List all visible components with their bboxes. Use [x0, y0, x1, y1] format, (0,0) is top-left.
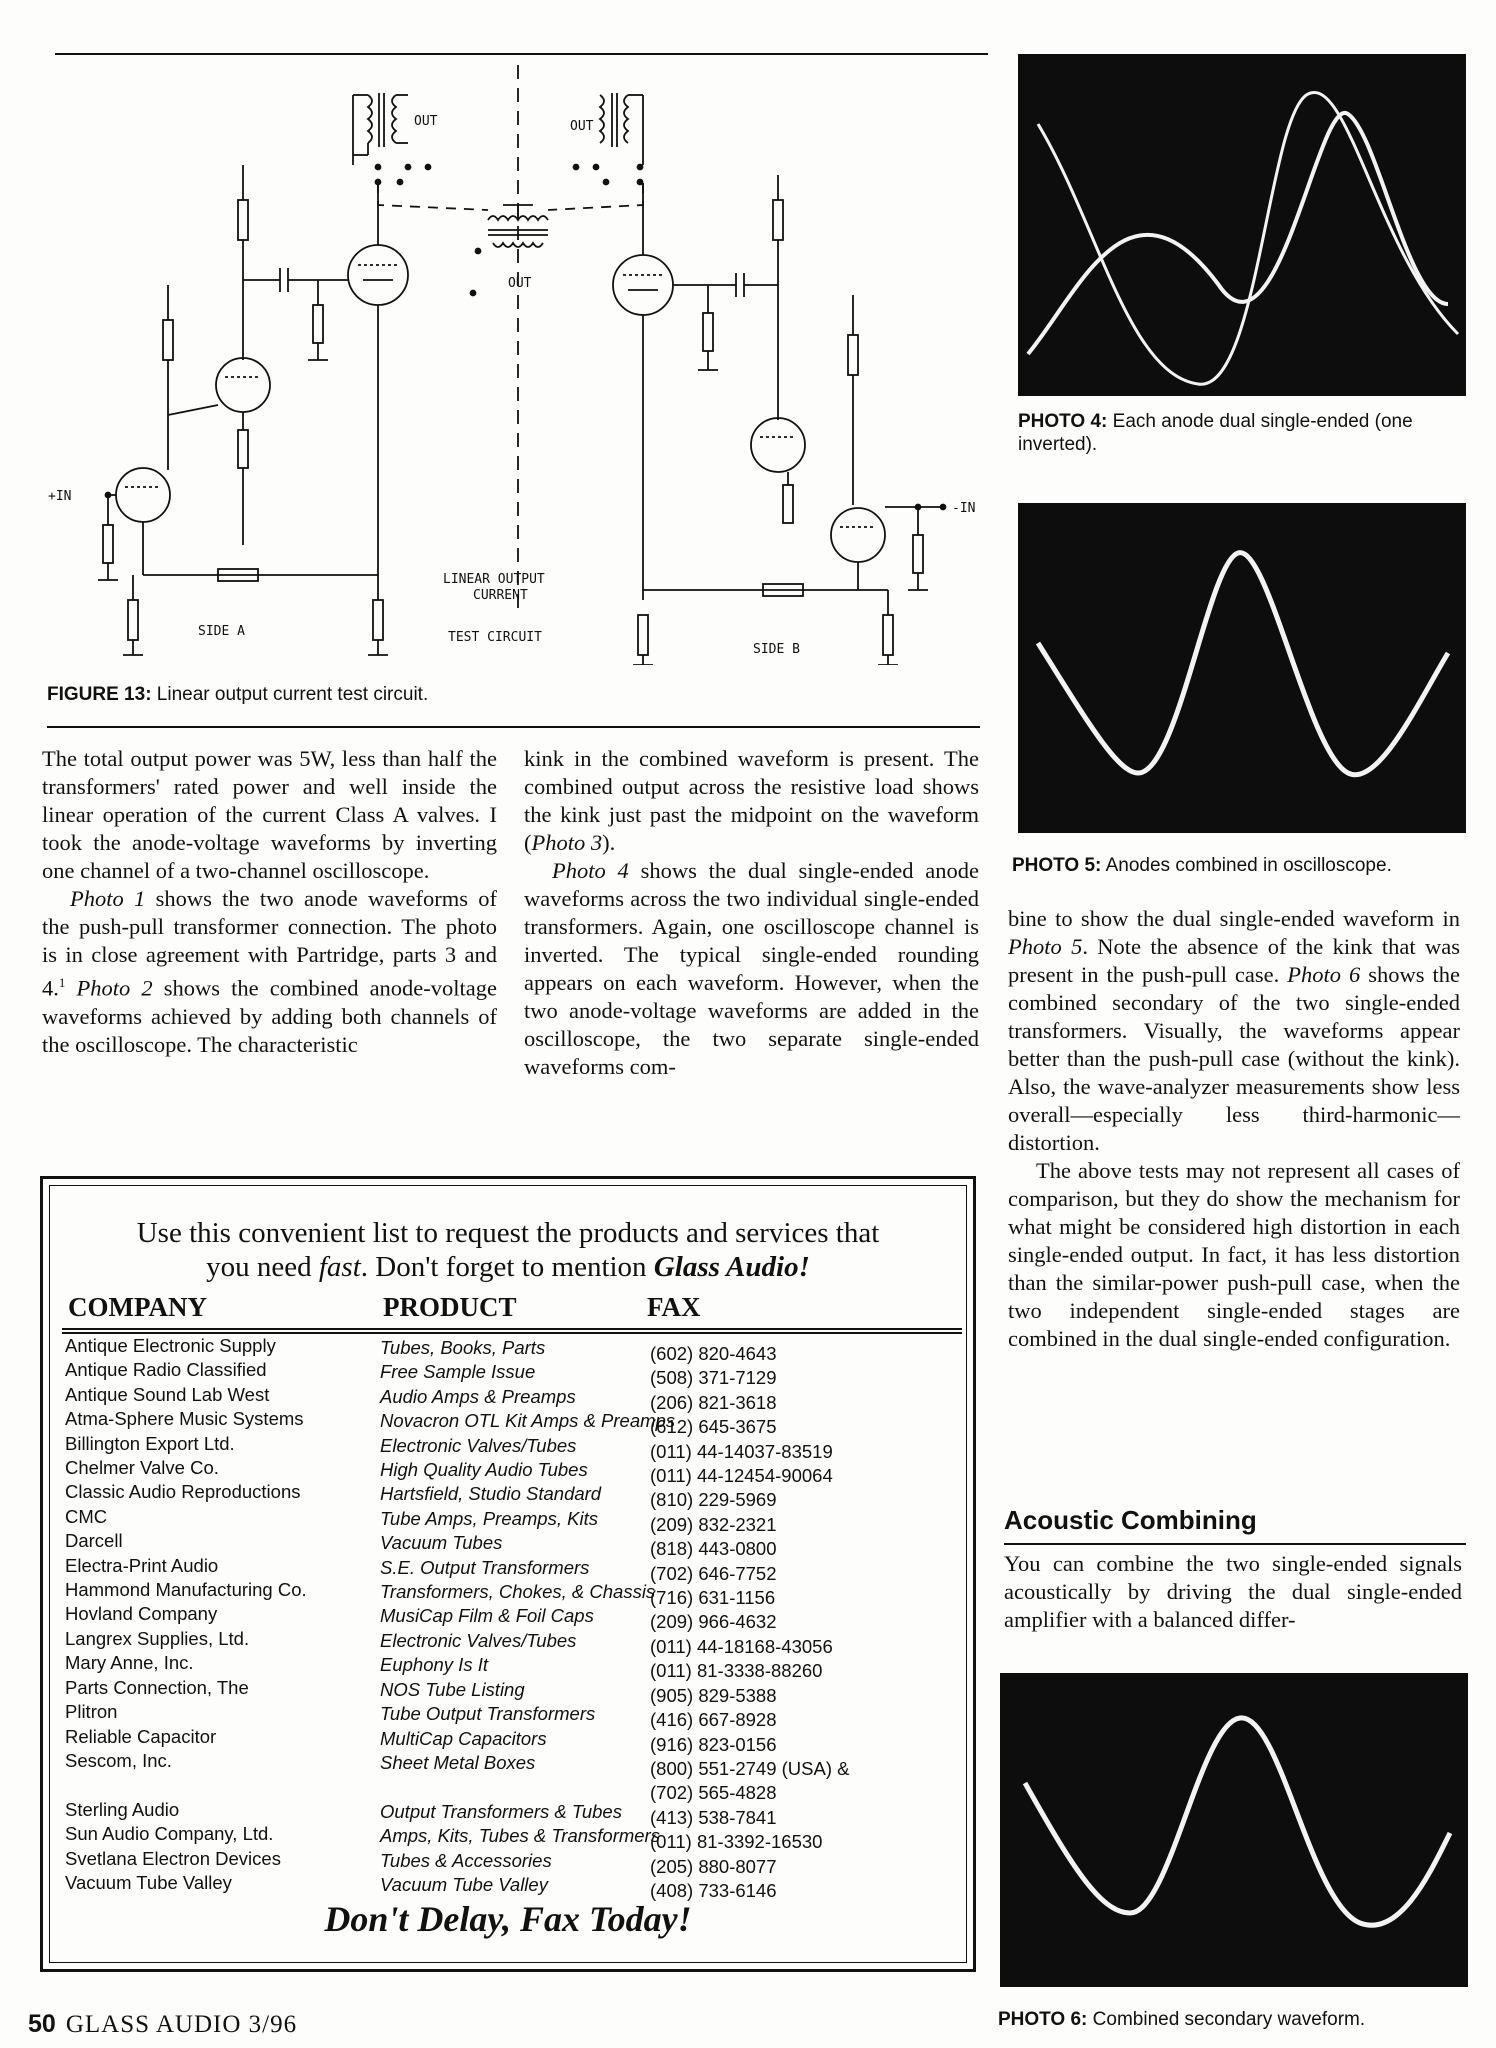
footnote-ref: 1	[58, 975, 66, 990]
center-label-line2: CURRENT	[473, 588, 528, 603]
product-name: Tubes, Books, Parts	[380, 1337, 546, 1358]
fax-number: (916) 823-0156	[650, 1733, 777, 1755]
col1-para2	[42, 885, 497, 1059]
product-name: Vacuum Tube Valley	[380, 1873, 548, 1895]
product-name: Tube Amps, Preamps, Kits	[380, 1507, 598, 1529]
company-name: Hammond Manufacturing Co.	[65, 1579, 307, 1601]
center-output-transformer	[471, 205, 549, 296]
col2-text-a: kink in the combined waveform is present. The combined output across the resistive load shows the kink just past the midpoint on the waveform (	[524, 746, 979, 855]
company-name: Reliable Capacitor	[65, 1725, 217, 1747]
ad-header-fax: FAX	[647, 1292, 701, 1322]
company-name: Sterling Audio	[65, 1798, 180, 1820]
photo2-ref: Photo 2	[76, 975, 153, 1001]
section-heading-rule	[1004, 1543, 1466, 1545]
figure-caption-label: FIGURE 13:	[47, 684, 152, 705]
ad-intro-2a: you need	[206, 1251, 319, 1283]
photo4-ref: Photo 4	[552, 858, 629, 883]
company-name: Atma-Sphere Music Systems	[65, 1408, 304, 1430]
photo1-ref: Photo 1	[70, 886, 146, 911]
product-name: Hartsfield, Studio Standard	[380, 1483, 602, 1505]
company-name: Hovland Company	[65, 1603, 218, 1625]
side-a-label: SIDE A	[198, 624, 245, 639]
fax-number: (702) 646-7752	[650, 1562, 777, 1584]
ad-header-product: PRODUCT	[383, 1292, 517, 1322]
photo3-ref: Photo 3	[531, 830, 603, 855]
company-name: Langrex Supplies, Ltd.	[65, 1627, 250, 1649]
company-name: Vacuum Tube Valley	[65, 1871, 232, 1893]
ad-intro-line2	[50, 1250, 966, 1284]
company-name: Antique Electronic Supply	[65, 1335, 276, 1356]
right-power-tube	[613, 183, 673, 600]
article-column-3	[1008, 905, 1460, 1353]
company-name: Antique Sound Lab West	[65, 1383, 270, 1405]
fax-number: (905) 829-5388	[650, 1684, 777, 1706]
col3-text-a: bine to show the dual single-ended waveform in	[1008, 906, 1460, 931]
col1-text-b: shows the combined anode-voltage waveforms achieved by adding both channels of the oscilloscope. The characteristic	[42, 975, 498, 1057]
company-name: Classic Audio Reproductions	[65, 1481, 301, 1503]
fax-number: (716) 631-1156	[650, 1587, 776, 1609]
fax-number: (612) 645-3675	[650, 1416, 777, 1438]
fax-number: (416) 667-8928	[650, 1709, 777, 1731]
page-number: 50	[28, 2010, 56, 2038]
company-name: Sun Audio Company, Ltd.	[65, 1823, 274, 1845]
ad-intro-line1: Use this convenient list to request the products and services that	[136, 1217, 880, 1249]
article-column-3-end	[1004, 1550, 1462, 1634]
figure-caption-text: Linear output current test circuit.	[151, 684, 429, 705]
col2-text-c: shows the dual single-ended anode waveforms across the two individual single-ended transformers. Again, one oscilloscope channel is inverted. The typical single-ended rounding appears on each waveform. However, when the two anode-voltage waveforms are added in the oscilloscope, the two separate single-ended waveforms com-	[524, 858, 980, 1079]
ad-intro-2d: Glass Audio!	[653, 1251, 810, 1283]
out-right-label: OUT	[570, 119, 594, 134]
fax-number: (011) 81-3392-16530	[650, 1831, 823, 1853]
company-name: Svetlana Electron Devices	[65, 1847, 281, 1869]
fax-number: (011) 44-12454-90064	[650, 1465, 833, 1487]
fax-number: (011) 81-3338-88260	[650, 1660, 823, 1682]
left-output-transformer	[353, 93, 438, 185]
company-name	[65, 1773, 307, 1797]
article-column-1	[42, 745, 497, 1059]
figure-bottom-rule	[47, 726, 980, 728]
out-center-label: OUT	[508, 276, 532, 291]
photo5-ref: Photo 5	[1008, 934, 1083, 959]
col2-para1	[524, 745, 979, 857]
ad-intro-2b: fast	[318, 1251, 361, 1283]
product-name: High Quality Audio Tubes	[380, 1459, 588, 1481]
photo-6-caption	[998, 2008, 1365, 2031]
fax-number: (800) 551-2749 (USA) &	[650, 1757, 850, 1779]
fax-number: (408) 733-6146	[650, 1879, 777, 1901]
product-name: Novacron OTL Kit Amps & Preamps	[380, 1410, 676, 1432]
product-name: Tube Output Transformers	[380, 1703, 596, 1725]
ad-closing: Don't Delay, Fax Today!	[324, 1899, 692, 1939]
col2-text-b: ).	[602, 830, 616, 855]
photo-5-label: PHOTO 5:	[1012, 855, 1102, 876]
right-driver-stage	[633, 175, 975, 665]
col1-text-a: shows the two anode waveforms of the push-pull transformer connection. The photo is in close agreement with Partridge, parts 3 and 4.	[42, 886, 497, 1001]
side-b-label: SIDE B	[753, 642, 800, 657]
product-name: Transformers, Chokes, & Chassis	[380, 1581, 656, 1603]
product-name: MultiCap Capacitors	[380, 1727, 547, 1749]
in-plus-label: +IN	[48, 489, 72, 504]
company-name: Plitron	[65, 1701, 118, 1723]
fax-number: (209) 832-2321	[650, 1513, 777, 1535]
company-name: Antique Radio Classified	[65, 1359, 267, 1381]
photo-4	[1018, 54, 1466, 396]
photo-4-text: Each anode dual single-ended (one inverted).	[1018, 411, 1413, 455]
fax-number: (810) 229-5969	[650, 1489, 777, 1511]
product-name: NOS Tube Listing	[380, 1678, 525, 1700]
product-name: Free Sample Issue	[380, 1361, 536, 1383]
ad-header-rule-1	[62, 1328, 962, 1330]
company-name: Parts Connection, The	[65, 1676, 249, 1698]
publication-info: GLASS AUDIO 3/96	[65, 2011, 298, 2038]
fax-number: (818) 443-0800	[650, 1538, 777, 1560]
photo-4-caption	[1018, 410, 1468, 456]
fax-number: (602) 820-4643	[650, 1343, 777, 1364]
left-power-tube	[348, 183, 408, 600]
col3-text-c: shows the combined secondary of the two single-ended transformers. Visually, the waveforms appear better than the push-pull case (without the kink). Also, the wave-analyzer measurements show less overall—especially less third-harmonic—distortion.	[1008, 962, 1460, 1155]
fax-list	[650, 1342, 850, 1903]
photo-5-text: Anodes combined in oscilloscope.	[1101, 855, 1392, 876]
col1-space	[65, 976, 76, 1001]
company-name: Billington Export Ltd.	[65, 1432, 235, 1454]
product-name: Vacuum Tubes	[380, 1532, 503, 1554]
fax-number: (508) 371-7129	[650, 1367, 777, 1389]
fax-number: (206) 821-3618	[650, 1391, 777, 1413]
product-name: Euphony Is It	[380, 1654, 488, 1676]
ad-inner-frame	[49, 1185, 967, 1963]
company-name: Electra-Print Audio	[65, 1554, 219, 1576]
product-name: MusiCap Film & Foil Caps	[380, 1605, 594, 1627]
left-driver-stage	[48, 165, 388, 655]
fax-number: (011) 44-18168-43056	[650, 1635, 833, 1657]
col3-para2: The above tests may not represent all cases of comparison, but they do show the mechanism for what might be considered high distortion in each single-ended output. In fact, it has less distortion than the similar-power push-pull case, when the two independent single-ended stages are combined in the dual single-ended configuration.	[1008, 1158, 1460, 1351]
product-list	[380, 1336, 675, 1897]
ad-intro-2c: . Don't forget to mention	[360, 1251, 654, 1283]
photo-6	[1000, 1673, 1468, 1987]
center-label-line1: LINEAR OUTPUT	[443, 572, 545, 587]
fax-number: (702) 565-4828	[650, 1782, 777, 1804]
company-list	[65, 1334, 307, 1895]
company-name: Darcell	[65, 1530, 123, 1552]
col2-para2	[524, 857, 979, 1081]
product-name: Audio Amps & Preamps	[380, 1385, 576, 1407]
in-minus-label: -IN	[952, 501, 976, 516]
col3-para3: You can combine the two single-ended signals acoustically by driving the dual single-ended amplifier with a balanced differ-	[1004, 1551, 1462, 1632]
photo-6-text: Combined secondary waveform.	[1087, 2009, 1366, 2030]
company-name: CMC	[65, 1505, 108, 1527]
photo-6-label: PHOTO 6:	[998, 2009, 1088, 2030]
figure-13-schematic	[48, 55, 988, 665]
photo-5-caption	[1012, 854, 1392, 877]
right-output-transformer	[570, 93, 643, 185]
page-footer	[28, 2010, 297, 2039]
col3-para1	[1008, 905, 1460, 1157]
col1-para1: The total output power was 5W, less than half the transformers' rated power and well inside the linear operation of the current Class A valves. I took the anode-voltage waveforms by inverting one channel of a two-channel oscilloscope.	[42, 746, 497, 883]
product-name: Electronic Valves/Tubes	[380, 1434, 577, 1456]
photo-5	[1018, 503, 1466, 833]
ad-intro	[50, 1216, 966, 1284]
company-name: Mary Anne, Inc.	[65, 1652, 194, 1674]
company-name: Chelmer Valve Co.	[65, 1457, 219, 1479]
fax-request-ad	[40, 1176, 976, 1972]
product-name	[380, 1775, 675, 1799]
article-column-2	[524, 745, 979, 1081]
product-name: Sheet Metal Boxes	[380, 1751, 536, 1773]
fax-number: (413) 538-7841	[650, 1806, 777, 1828]
figure-13-caption	[47, 683, 428, 706]
test-circuit-label: TEST CIRCUIT	[448, 630, 542, 645]
photo-4-label: PHOTO 4:	[1018, 411, 1108, 432]
ad-header-company: COMPANY	[68, 1292, 207, 1322]
product-name: Electronic Valves/Tubes	[380, 1629, 577, 1651]
fax-number: (209) 966-4632	[650, 1611, 777, 1633]
company-name: Sescom, Inc.	[65, 1749, 172, 1771]
section-heading: Acoustic Combining	[1004, 1505, 1257, 1535]
fax-number: (011) 44-14037-83519	[650, 1440, 833, 1462]
out-left-label: OUT	[414, 114, 438, 129]
fax-number: (205) 880-8077	[650, 1855, 777, 1877]
product-name: S.E. Output Transformers	[380, 1556, 590, 1578]
product-name: Output Transformers & Tubes	[380, 1800, 622, 1822]
col3-text-b: . Note the absence of the kink that was present in the push-pull case.	[1008, 934, 1460, 987]
photo6-ref: Photo 6	[1287, 962, 1361, 987]
product-name: Amps, Kits, Tubes & Transformers	[380, 1825, 660, 1847]
product-name: Tubes & Accessories	[380, 1849, 552, 1871]
